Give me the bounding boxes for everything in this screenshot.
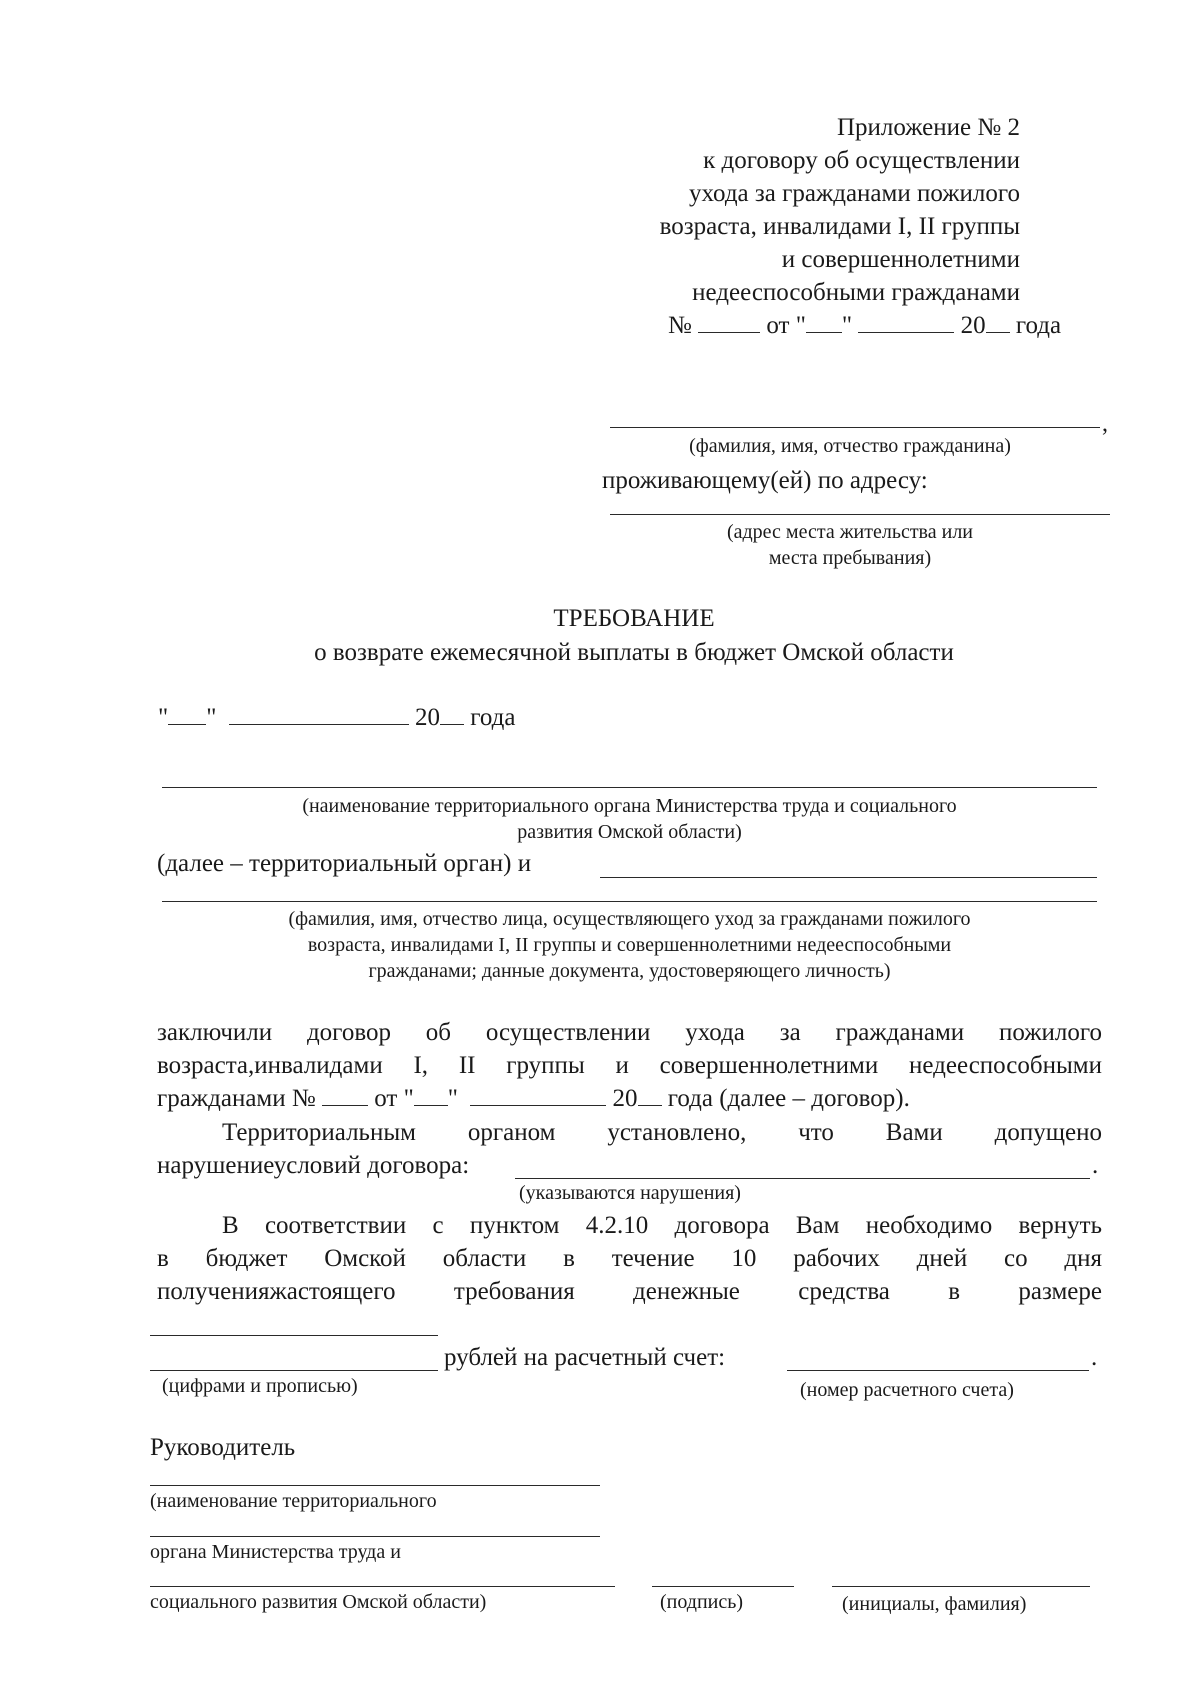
organ-caption-2: развития Омской области) [517, 821, 742, 843]
paragraph-1-line-2: возраста,инвалидами I, II группы и совершеннолетними недееспособными [157, 1052, 1102, 1079]
document-title: ТРЕБОВАНИЕ [553, 605, 715, 632]
recipient-name-caption: (фамилия, имя, отчество гражданина) [689, 435, 1011, 457]
appendix-number-line [668, 310, 1061, 342]
paragraph-2-line-1: Территориальным органом установлено, что Вами допущено [222, 1119, 1102, 1146]
date-day-blank [168, 702, 206, 725]
contract-year-blank [638, 1083, 662, 1106]
number-sign: № [668, 312, 692, 339]
recipient-name-line [610, 427, 1100, 428]
appendix-line-6: недееспособными гражданами [692, 279, 1020, 306]
date-quote-open: " [158, 704, 169, 731]
paragraph-3-line-1: В соответствии с пунктом 4.2.10 договора Вам необходимо вернуть [222, 1212, 1102, 1239]
account-dot: . [1091, 1344, 1098, 1371]
contract-number-blank [698, 310, 760, 333]
document-subtitle: о возврате ежемесячной выплаты в бюджет Омской области [314, 639, 954, 666]
address-caption-2: места пребывания) [768, 547, 932, 569]
hereinafter-label: (далее – территориальный орган) и [157, 850, 532, 877]
organ-caption-1: (наименование территориального органа Министерства труда и социального [302, 795, 957, 817]
signature-caption: (подпись) [660, 1591, 744, 1613]
initials-caption: (инициалы, фамилия) [842, 1593, 1027, 1615]
account-number-line [787, 1370, 1089, 1371]
appendix-line-5: и совершеннолетними [781, 246, 1020, 273]
rubles-label: рублей на расчетный счет: [444, 1344, 726, 1371]
contract-from-label: от " [374, 1085, 414, 1112]
signature-org-line-2 [150, 1536, 600, 1537]
date-twenty: 20 [414, 704, 440, 731]
date-line [158, 702, 515, 734]
paragraph-3-line-3: полученияжастоящего требования денежные средства в размере [157, 1278, 1102, 1305]
month-blank [858, 310, 954, 333]
contract-number-label: гражданами № [157, 1085, 316, 1112]
year-blank [986, 310, 1010, 333]
account-caption: (номер расчетного счета) [800, 1379, 1014, 1401]
contract-quote-close: " [447, 1085, 458, 1112]
paragraph-2-line-2: нарушениеусловий договора: [157, 1152, 470, 1179]
amount-line-1 [150, 1335, 438, 1336]
contract-month-blank [470, 1083, 606, 1106]
appendix-line-3: ухода за гражданами пожилого [689, 180, 1020, 207]
address-caption-1: (адрес места жительства или [726, 521, 974, 543]
person-caption-3: гражданами; данные документа, удостоверяющего личность) [368, 960, 891, 982]
organ-name-line [162, 787, 1097, 788]
violations-dot: . [1092, 1152, 1099, 1179]
appendix-line-1: Приложение № 2 [836, 114, 1020, 141]
paragraph-1-line-3 [157, 1083, 910, 1115]
date-year-label: года [470, 704, 516, 731]
amount-line-2 [150, 1370, 438, 1371]
contract-twenty: 20 [612, 1085, 638, 1112]
appendix-line-4: возраста, инвалидами I, II группы [659, 213, 1020, 240]
recipient-comma: , [1102, 411, 1108, 437]
signature-org-1: (наименование территориального [150, 1490, 437, 1512]
signature-org-2: органа Министерства труда и [150, 1541, 401, 1563]
date-month-blank [229, 702, 409, 725]
person-caption-1: (фамилия, имя, отчество лица, осуществляющего уход за гражданами пожилого [288, 908, 971, 930]
initials-line [832, 1586, 1090, 1587]
signature-line [652, 1586, 794, 1587]
appendix-line-2: к договору об осуществлении [703, 147, 1020, 174]
contract-year-suffix: года (далее – договор). [667, 1085, 910, 1112]
year-label: года [1015, 312, 1062, 339]
person-caption-2: возраста, инвалидами I, II группы и совершеннолетними недееспособными [307, 934, 952, 956]
signature-org-3: социального развития Омской области) [150, 1591, 487, 1613]
date-quote-close: " [206, 704, 217, 731]
paragraph-1-line-1: заключили договор об осуществлении ухода за гражданами пожилого [157, 1019, 1102, 1046]
recipient-address-line [610, 514, 1110, 515]
quote-close: " [841, 312, 853, 339]
violations-line [515, 1178, 1090, 1179]
date-year-blank [440, 702, 464, 725]
person-data-line [162, 901, 1097, 902]
from-label: от " [766, 312, 806, 339]
signature-org-line-3 [150, 1586, 615, 1587]
amount-caption: (цифрами и прописью) [162, 1375, 358, 1397]
residing-label: проживающему(ей) по адресу: [602, 467, 928, 494]
contract-number-blank-2 [322, 1083, 368, 1106]
paragraph-3-line-2: в бюджет Омской области в течение 10 рабочих дней со дня [157, 1245, 1102, 1272]
head-label: Руководитель [150, 1434, 296, 1461]
signature-org-line-1 [150, 1485, 600, 1486]
twenty-label: 20 [960, 312, 986, 339]
violations-caption: (указываются нарушения) [519, 1182, 741, 1204]
contract-day-blank [414, 1083, 448, 1106]
day-blank [806, 310, 842, 333]
person-name-line [600, 877, 1097, 878]
